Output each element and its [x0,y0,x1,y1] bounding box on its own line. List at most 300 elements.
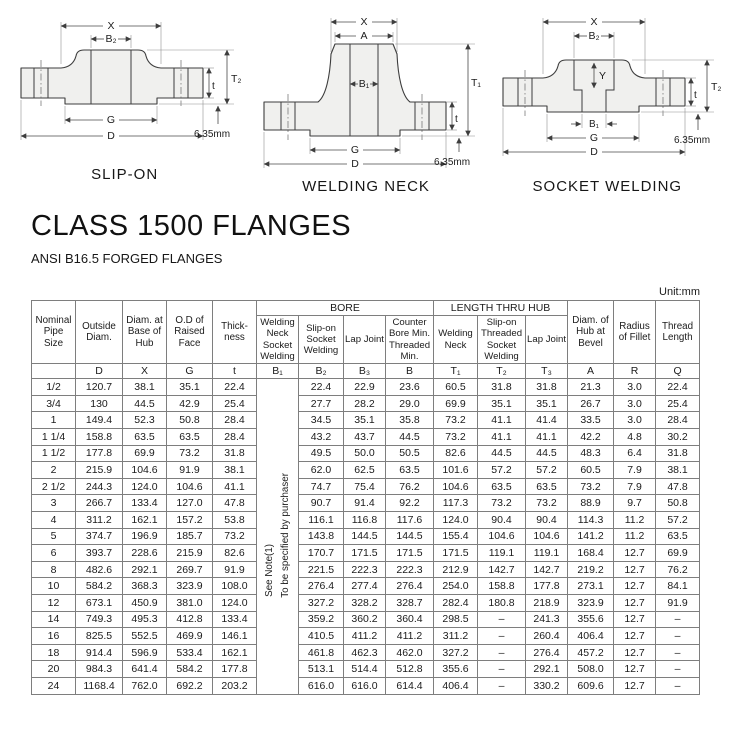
dim-label-t2: T₂ [230,73,242,85]
dim-label-t2: T₂ [711,81,722,93]
value-cell: 203.2 [213,677,257,694]
value-cell: 124.0 [213,594,257,611]
flange-section [264,44,446,136]
value-cell: 609.6 [568,677,614,694]
value-cell: 50.8 [656,495,700,512]
value-cell: 34.5 [299,412,344,429]
value-cell: 116.1 [299,512,344,529]
table-row [32,677,700,694]
value-cell: 62.0 [299,462,344,479]
pipe-size-cell: 18 [32,644,76,661]
dim-label-face: 6.35mm [193,129,230,140]
value-cell: 360.4 [386,611,434,628]
pipe-size-cell: 3/4 [32,395,76,412]
value-cell: 241.3 [526,611,568,628]
value-cell: 44.5 [386,429,434,446]
value-cell: 222.3 [344,561,386,578]
value-cell: 276.4 [386,578,434,595]
diagram-socket-welding [487,10,728,198]
value-cell: 12.7 [614,661,656,678]
value-cell: 355.6 [568,611,614,628]
value-cell: 3.0 [614,412,656,429]
socket-welding-drawing [487,10,727,172]
value-cell: 6.4 [614,445,656,462]
value-cell: 158.8 [76,429,123,446]
value-cell: 69.9 [656,545,700,562]
value-cell: 292.1 [526,661,568,678]
dim-label-g: G [350,144,360,156]
group-header-length-thru-hub: LENGTH THRU HUB [434,301,568,316]
symbol-cell: T₃ [526,364,568,379]
value-cell: 60.5 [434,379,478,396]
value-cell: 41.1 [478,412,526,429]
value-cell: 298.5 [434,611,478,628]
value-cell: 180.8 [478,594,526,611]
value-cell: 282.4 [434,594,478,611]
value-cell: 42.9 [167,395,213,412]
value-cell: 84.1 [656,578,700,595]
symbol-cell: B [386,364,434,379]
value-cell: 411.2 [344,628,386,645]
dim-label-x: X [590,16,598,28]
table-row [32,578,700,595]
value-cell: 158.8 [478,578,526,595]
col-header: O.D of Raised Face [167,301,213,364]
pipe-size-cell: 10 [32,578,76,595]
dim-label-b1: B₁ [358,78,370,90]
value-cell: 359.2 [299,611,344,628]
value-cell: 244.3 [76,478,123,495]
col-subheader: Welding Neck [434,316,478,364]
value-cell: 41.1 [526,429,568,446]
value-cell: 108.0 [213,578,257,595]
value-cell: 149.4 [76,412,123,429]
value-cell: 57.2 [656,512,700,529]
value-cell: 410.5 [299,628,344,645]
value-cell: 133.4 [123,495,167,512]
value-cell: 495.3 [123,611,167,628]
value-cell: 185.7 [167,528,213,545]
dim-label-b2: B₂ [588,30,600,42]
value-cell: 76.2 [656,561,700,578]
dim-label-g: G [590,132,599,144]
value-cell: 52.3 [123,412,167,429]
value-cell: 616.0 [299,677,344,694]
value-cell: 73.2 [568,478,614,495]
value-cell: 44.5 [478,445,526,462]
value-cell: 28.4 [656,412,700,429]
value-cell: 142.7 [526,561,568,578]
value-cell: 117.3 [434,495,478,512]
value-cell: 41.1 [478,429,526,446]
table-row [32,429,700,446]
dim-label-d: D [106,130,115,142]
value-cell: 104.6 [526,528,568,545]
col-header: Diam. at Base of Hub [123,301,167,364]
value-cell: 914.4 [76,644,123,661]
value-cell: – [478,677,526,694]
value-cell: 584.2 [167,661,213,678]
pipe-size-cell: 1/2 [32,379,76,396]
value-cell: 141.2 [568,528,614,545]
value-cell: 50.5 [386,445,434,462]
value-cell: 133.4 [213,611,257,628]
symbol-cell: B₁ [257,364,299,379]
value-cell: 177.8 [76,445,123,462]
value-cell: 311.2 [76,512,123,529]
value-cell: 170.7 [299,545,344,562]
table-row [32,545,700,562]
value-cell: 462.3 [344,644,386,661]
col-subheader: Lap Joint [526,316,568,364]
value-cell: 75.4 [344,478,386,495]
value-cell: 218.9 [526,594,568,611]
caption-slip-on: SLIP-ON [91,166,159,183]
value-cell: 144.5 [344,528,386,545]
value-cell: 73.2 [434,429,478,446]
value-cell: 119.1 [478,545,526,562]
value-cell: 411.2 [386,628,434,645]
table-row [32,644,700,661]
value-cell: 12.7 [614,677,656,694]
value-cell: 7.9 [614,462,656,479]
table-row [32,478,700,495]
value-cell: 749.3 [76,611,123,628]
table-row [32,611,700,628]
value-cell: 38.1 [123,379,167,396]
value-cell: 30.2 [656,429,700,446]
value-cell: 328.7 [386,594,434,611]
value-cell: 47.8 [656,478,700,495]
value-cell: 276.4 [299,578,344,595]
value-cell: 762.0 [123,677,167,694]
col-header: Outside Diam. [76,301,123,364]
value-cell: 91.9 [167,462,213,479]
value-cell: 120.7 [76,379,123,396]
symbol-cell: Q [656,364,700,379]
value-cell: 90.4 [526,512,568,529]
title-block [31,210,730,266]
value-cell: 266.7 [76,495,123,512]
value-cell: 35.1 [478,395,526,412]
value-cell: 35.1 [167,379,213,396]
value-cell: 171.5 [386,545,434,562]
value-cell: 31.8 [526,379,568,396]
value-cell: 73.2 [213,528,257,545]
diagram-welding-neck [245,10,486,198]
b1-note-text: To be specified by purchaser [279,472,291,598]
value-cell: 221.5 [299,561,344,578]
value-cell: 412.8 [167,611,213,628]
value-cell: 584.2 [76,578,123,595]
pipe-size-cell: 24 [32,677,76,694]
value-cell: 38.1 [213,462,257,479]
value-cell: 269.7 [167,561,213,578]
symbol-cell: T₂ [478,364,526,379]
value-cell: 260.4 [526,628,568,645]
value-cell: 63.5 [656,528,700,545]
value-cell: 508.0 [568,661,614,678]
table-row [32,445,700,462]
pipe-size-cell: 14 [32,611,76,628]
value-cell: 212.9 [434,561,478,578]
b1-note-text: See Note(1) [263,544,275,598]
value-cell: 273.1 [568,578,614,595]
value-cell: 393.7 [76,545,123,562]
table-row [32,512,700,529]
dim-label-x: X [107,20,115,32]
value-cell: 25.4 [656,395,700,412]
value-cell: 82.6 [434,445,478,462]
value-cell: 196.9 [123,528,167,545]
dim-label-g: G [106,114,115,126]
value-cell: – [656,677,700,694]
table-row [32,412,700,429]
symbol-cell: X [123,364,167,379]
value-cell: 3.0 [614,395,656,412]
value-cell: 31.8 [656,445,700,462]
value-cell: 88.9 [568,495,614,512]
value-cell: 12.7 [614,644,656,661]
value-cell: – [656,644,700,661]
caption-socket-welding: SOCKET WELDING [532,178,683,195]
dim-label-face: 6.35mm [433,157,471,168]
value-cell: 512.8 [386,661,434,678]
value-cell: 360.2 [344,611,386,628]
flange-diagrams [0,0,730,198]
table-row [32,395,700,412]
value-cell: 552.5 [123,628,167,645]
value-cell: 7.9 [614,478,656,495]
value-cell: 116.8 [344,512,386,529]
dim-label-b1: B₁ [589,119,600,130]
value-cell: 44.5 [123,395,167,412]
value-cell: 482.6 [76,561,123,578]
pipe-size-cell: 1 1/2 [32,445,76,462]
value-cell: 114.3 [568,512,614,529]
value-cell: 12.7 [614,578,656,595]
col-subheader: Slip-on Socket Welding [299,316,344,364]
value-cell: 155.4 [434,528,478,545]
value-cell: 1168.4 [76,677,123,694]
value-cell: 469.9 [167,628,213,645]
welding-neck-drawing [246,10,486,172]
value-cell: 53.8 [213,512,257,529]
value-cell: 984.3 [76,661,123,678]
pipe-size-cell: 2 1/2 [32,478,76,495]
value-cell: 9.7 [614,495,656,512]
table-row [32,561,700,578]
value-cell: 513.1 [299,661,344,678]
symbol-cell: R [614,364,656,379]
symbol-cell: G [167,364,213,379]
value-cell: 76.2 [386,478,434,495]
value-cell: 162.1 [123,512,167,529]
value-cell: 69.9 [434,395,478,412]
pipe-size-cell: 2 [32,462,76,479]
value-cell: 63.5 [526,478,568,495]
page-title: CLASS 1500 FLANGES [31,210,352,242]
value-cell: 73.2 [526,495,568,512]
symbol-cell: t [213,364,257,379]
table-header [32,301,700,379]
value-cell: 21.3 [568,379,614,396]
dim-label-t: t [454,114,458,125]
value-cell: 311.2 [434,628,478,645]
symbol-cell: A [568,364,614,379]
value-cell: 41.1 [213,478,257,495]
value-cell: – [478,628,526,645]
value-cell: 49.5 [299,445,344,462]
pipe-size-cell: 6 [32,545,76,562]
value-cell: 292.1 [123,561,167,578]
value-cell: 124.0 [434,512,478,529]
value-cell: 117.6 [386,512,434,529]
dim-label-t1: T₁ [470,77,481,89]
value-cell: 381.0 [167,594,213,611]
slip-on-drawing [5,10,245,160]
value-cell: 825.5 [76,628,123,645]
table-row [32,661,700,678]
symbol-cell: D [76,364,123,379]
value-cell: 62.5 [344,462,386,479]
value-cell: 35.8 [386,412,434,429]
value-cell: 368.3 [123,578,167,595]
symbol-cell [32,364,76,379]
dim-label-d: D [351,158,359,170]
dim-label-t: t [211,81,215,92]
value-cell: 28.4 [213,412,257,429]
col-header: Thick-ness [213,301,257,364]
value-cell: 41.4 [526,412,568,429]
dim-label-t: t [694,90,698,101]
dim-label-face: 6.35mm [674,135,711,146]
value-cell: 29.0 [386,395,434,412]
value-cell: 90.4 [478,512,526,529]
pipe-size-cell: 5 [32,528,76,545]
value-cell: 254.0 [434,578,478,595]
value-cell: 63.5 [478,478,526,495]
flange-table [31,300,700,695]
value-cell: 74.7 [299,478,344,495]
value-cell: 48.3 [568,445,614,462]
value-cell: 23.6 [386,379,434,396]
value-cell: 327.2 [299,594,344,611]
value-cell: 171.5 [344,545,386,562]
value-cell: 91.9 [213,561,257,578]
value-cell: 124.0 [123,478,167,495]
value-cell: 144.5 [386,528,434,545]
value-cell: 276.4 [526,644,568,661]
dim-label-b2: B₂ [105,33,117,45]
value-cell: 143.8 [299,528,344,545]
value-cell: 162.1 [213,644,257,661]
value-cell: 92.2 [386,495,434,512]
value-cell: 35.1 [526,395,568,412]
value-cell: 3.0 [614,379,656,396]
value-cell: 31.8 [213,445,257,462]
value-cell: 323.9 [568,594,614,611]
col-header-pipe-size: Nominal Pipe Size [32,301,76,364]
dim-label-d: D [590,146,599,158]
value-cell: 91.9 [656,594,700,611]
table-body [32,379,700,694]
value-cell: 355.6 [434,661,478,678]
value-cell: 22.4 [656,379,700,396]
value-cell: 104.6 [478,528,526,545]
value-cell: 104.6 [434,478,478,495]
table-row [32,462,700,479]
value-cell: 215.9 [76,462,123,479]
pipe-size-cell: 20 [32,661,76,678]
pipe-size-cell: 1 1/4 [32,429,76,446]
table-row [32,495,700,512]
value-cell: 328.2 [344,594,386,611]
col-header: Thread Length [656,301,700,364]
value-cell: 11.2 [614,512,656,529]
value-cell: 127.0 [167,495,213,512]
col-subheader: Slip-on Threaded Socket Welding [478,316,526,364]
value-cell: 31.8 [478,379,526,396]
table-row [32,594,700,611]
value-cell: 215.9 [167,545,213,562]
value-cell: 461.8 [299,644,344,661]
value-cell: 222.3 [386,561,434,578]
value-cell: 12.7 [614,628,656,645]
col-subheader: Welding Neck Socket Welding [257,316,299,364]
diagram-slip-on [4,10,245,198]
value-cell: 33.5 [568,412,614,429]
dim-label-x: X [360,16,368,28]
value-cell: 330.2 [526,677,568,694]
value-cell: – [478,611,526,628]
col-header: Radius of Fillet [614,301,656,364]
value-cell: 596.9 [123,644,167,661]
value-cell: 104.6 [167,478,213,495]
col-subheader: Lap Joint [344,316,386,364]
value-cell: – [656,628,700,645]
value-cell: 12.7 [614,561,656,578]
value-cell: 171.5 [434,545,478,562]
value-cell: 168.4 [568,545,614,562]
b1-note-cell [257,379,299,694]
value-cell: 38.1 [656,462,700,479]
value-cell: 22.4 [213,379,257,396]
pipe-size-cell: 16 [32,628,76,645]
value-cell: 119.1 [526,545,568,562]
value-cell: 514.4 [344,661,386,678]
value-cell: 462.0 [386,644,434,661]
page-subtitle: ANSI B16.5 FORGED FLANGES [31,251,223,266]
value-cell: 457.2 [568,644,614,661]
value-cell: 47.8 [213,495,257,512]
value-cell: 142.7 [478,561,526,578]
value-cell: 57.2 [478,462,526,479]
pipe-size-cell: 12 [32,594,76,611]
value-cell: 673.1 [76,594,123,611]
value-cell: 616.0 [344,677,386,694]
value-cell: 614.4 [386,677,434,694]
value-cell: 27.7 [299,395,344,412]
table-row [32,628,700,645]
value-cell: 28.2 [344,395,386,412]
caption-welding-neck: WELDING NECK [302,178,430,195]
value-cell: 101.6 [434,462,478,479]
table-row [32,528,700,545]
dim-label-y: Y [599,70,607,82]
value-cell: 450.9 [123,594,167,611]
col-header: Diam. of Hub at Bevel [568,301,614,364]
